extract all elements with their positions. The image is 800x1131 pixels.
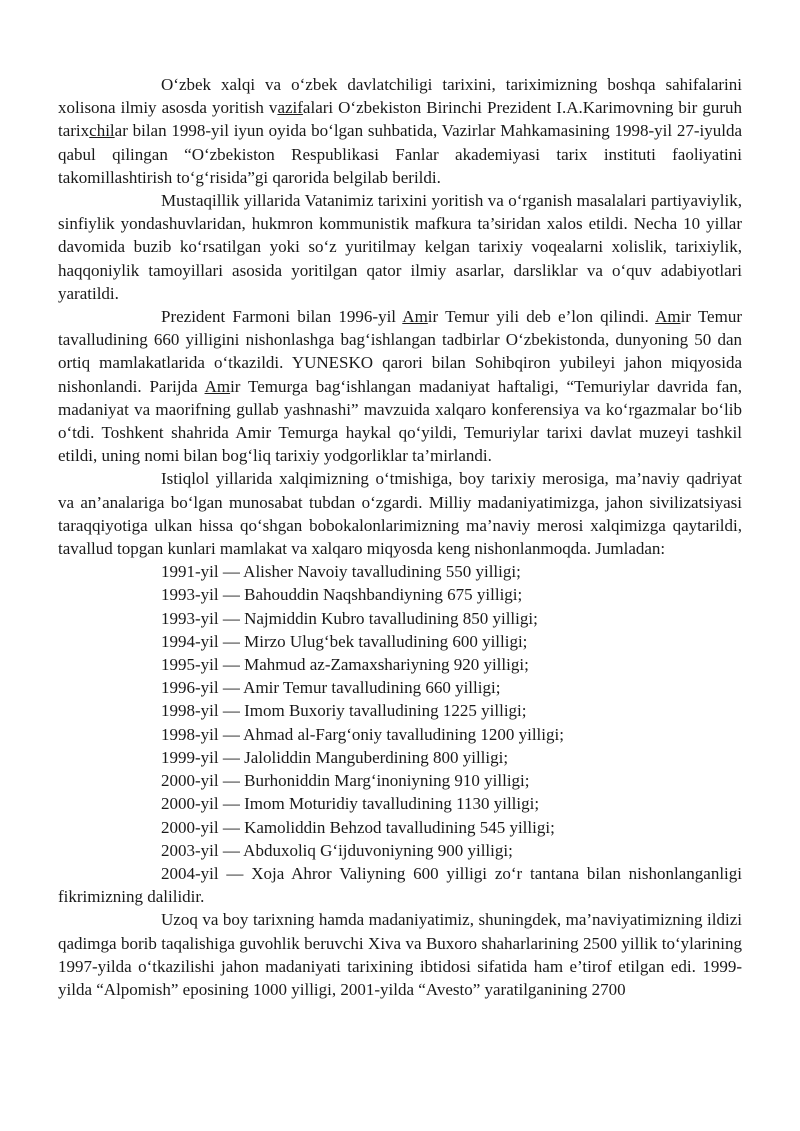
anniversary-list [58, 560, 742, 908]
list-item: 2003-yil — Abduxoliq G‘ijduvoniyning 900 yilligi; [161, 840, 513, 860]
list-item: 1998-yil — Ahmad al-Farg‘oniy tavalludining 1200 yilligi; [161, 724, 564, 744]
list-item: 1996-yil — Amir Temur tavalludining 660 yilligi; [161, 678, 501, 698]
paragraph-4: Istiqlol yillarida xalqimizning o‘tmishiga, boy tarixiy merosiga, ma’naviy qadriyat va an’analariga bo‘lgan munosabat tubdan o‘zgardi. Milliy madaniyatimizga, jahon sivilizatsiyasi taraqqiyotiga ulkan hissa qo‘shgan bobokalonlarimizning ma’naviy merosi xalqimizga qaytarildi, tavallud topgan kunlari mamlakat va xalqaro miqyosda keng nishonlanmoqda. Jumladan: [58, 469, 742, 559]
list-item: 1994-yil — Mirzo Ulug‘bek tavalludining 600 yilligi; [161, 631, 528, 651]
underlined-fragment: azif [277, 98, 303, 118]
list-item-last: 2004-yil — Xoja Ahror Valiyning 600 yilligi zo‘r tantana bilan nishonlanganligi fikrimizning dalilidir. [58, 863, 742, 907]
list-item: 2000-yil — Burhoniddin Marg‘inoniyning 910 yilligi; [161, 771, 530, 791]
list-item: 2000-yil — Imom Moturidiy tavalludining 1130 yilligi; [161, 794, 540, 814]
list-item: 1998-yil — Imom Buxoriy tavalludining 1225 yilligi; [161, 701, 527, 721]
list-item: 1999-yil — Jaloliddin Manguberdining 800 yilligi; [161, 747, 509, 767]
document-body [58, 73, 742, 1001]
list-item: 1993-yil — Bahouddin Naqshbandiyning 675 yilligi; [161, 585, 523, 605]
paragraph-5: Uzoq va boy tarixning hamda madaniyatimiz, shuningdek, ma’naviyatimizning ildizi qadimga borib taqalishiga guvohlik beruvchi Xiva va Buxoro shaharlarining 2500 yillik to‘ylarining 1997-yilda o‘tkazilishi jahon madaniyati tarixining ibtidosi sifatida ham e’tirof etilgan edi. 1999-yilda “Alpomish” eposining 1000 yilligi, 2001-yilda “Avesto” yaratilganining 2700 [58, 910, 742, 999]
underlined-fragment: chil [89, 121, 115, 141]
underlined-fragment: Am [402, 307, 428, 327]
paragraph-2: Mustaqillik yillarida Vatanimiz tarixini yoritish va o‘rganish masalalari partiyaviylik, sinfiylik yondashuvlaridan, hukmron kommunistik mafkura ta’siridan xalos etildi. Necha 10 yillar davomida buzib ko‘rsatilgan yoki so‘z yuritilmay kelgan tarixiy voqealarni xolislik, tarixiylik, haqqoniylik tamoyillari asosida yoritilgan qator ilmiy asarlar, darsliklar va o‘quv adabiyotlari yaratildi. [58, 191, 742, 303]
paragraph-3: Prezident Farmoni bilan 1996-yil Amir Temur yili deb e’lon qilindi. Amir Temur tavalludining 660 yilligini nishonlashga bag‘ishlangan tadbirlar O‘zbekistonda, dunyoning 50 dan ortiq mamlakatlarida o‘tkazildi. YUNESKO qarori bilan Sohibqiron yubileyi jahon miqyosida nishonlandi. Parijda Amir Temurga bag‘ishlangan madaniyat haftaligi, “Temuriylar davrida fan, madaniyat va maorifning gullab yashnashi” mavzuida xalqaro konferensiya va ko‘rgazmalar bo‘lib o‘tdi. Toshkent shahrida Amir Temurga haykal qo‘yildi, Temuriylar tarixi davlat muzeyi tashkil etildi, uning nomi bilan bog‘liq tarixiy yodgorliklar ta’mirlandi. [58, 307, 742, 466]
underlined-fragment: Am [204, 376, 231, 396]
list-item: 1991-yil — Alisher Navoiy tavalludining 550 yilligi; [161, 562, 521, 582]
paragraph-1: O‘zbek xalqi va o‘zbek davlatchiligi tarixini, tariximizning boshqa sahifalarini xolisona ilmiy asosda yoritish vazifalari O‘zbekiston Birinchi Prezident I.A.Karimovning bir guruh tarixchilar bilan 1998-yil iyun oyida bo‘lgan suhbatida, Vazirlar Mahkamasining 1998-yil 27-iyulda qabul qilingan “O‘zbekiston Respublikasi Fanlar akademiyasi tarix instituti faoliyatini takomillashtirish to‘g‘risida”gi qarorida belgilab berildi. [58, 75, 742, 187]
list-item: 1993-yil — Najmiddin Kubro tavalludining 850 yilligi; [161, 608, 538, 628]
list-item: 1995-yil — Mahmud az-Zamaxshariyning 920 yilligi; [161, 655, 529, 675]
underlined-fragment: Am [655, 307, 681, 327]
list-item: 2000-yil — Kamoliddin Behzod tavalludining 545 yilligi; [161, 817, 555, 837]
